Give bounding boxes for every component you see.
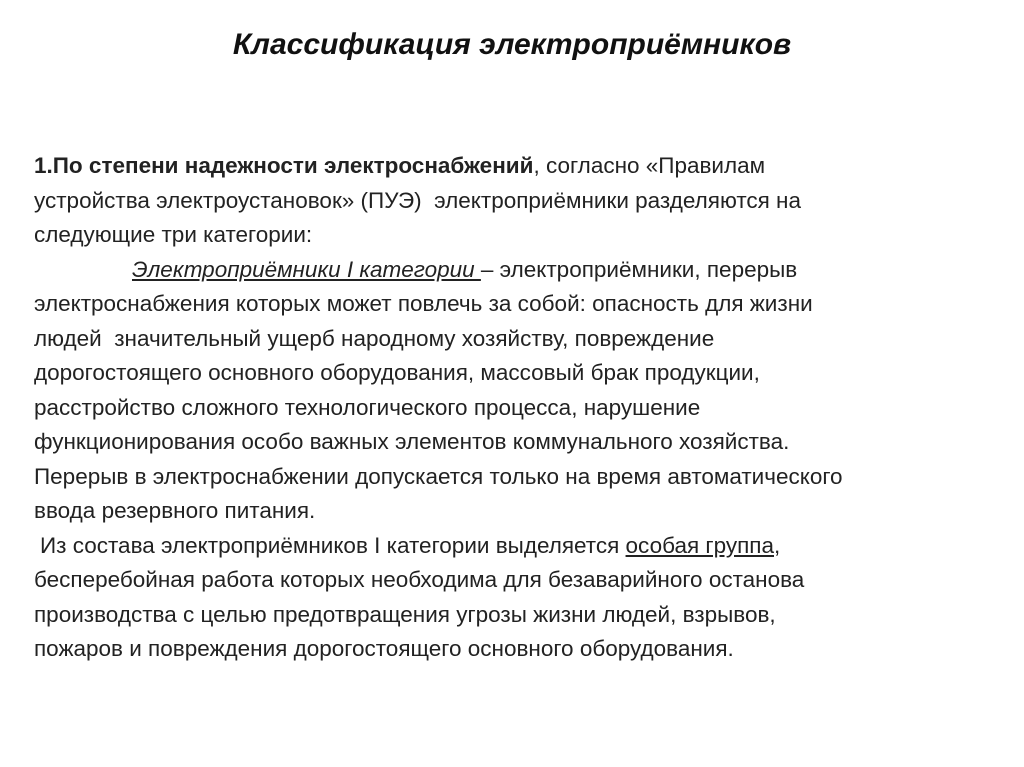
p2-line-3: людей значительный ущерб народному хозяйству, повреждение <box>34 325 715 351</box>
p3-line-2: бесперебойная работа которых необходима для безаварийного останова <box>34 567 805 592</box>
p1-line-1 <box>34 149 994 184</box>
p2-line-7: Перерыв в электроснабжении допускается только на время автоматического <box>34 463 843 489</box>
p3-line-4: пожаров и повреждения дорогостоящего основного оборудования. <box>34 636 734 661</box>
slide-body <box>34 149 994 667</box>
p1-bold-lead: 1.По степени надежности электроснабжений <box>34 153 534 178</box>
p1-line-1-rest: , согласно «Правилам <box>533 153 766 178</box>
p3-special-group: особая группа <box>625 532 774 558</box>
p2-term: Электроприёмники I категории <box>132 256 481 282</box>
p3-lead: Из состава электроприёмников I категории выделяется <box>40 532 626 558</box>
p3-line-1 <box>34 529 994 564</box>
p2-line-1-rest: – электроприёмники, перерыв <box>480 256 798 282</box>
p2-line-2: электроснабжения которых может повлечь за собой: опасность для жизни <box>34 291 813 316</box>
p3-line-1-rest: , <box>774 532 781 558</box>
slide-title: Классификация электроприёмников <box>232 28 792 61</box>
p2-line-6: функционирования особо важных элементов коммунального хозяйства. <box>34 429 790 454</box>
p2-line-5: расстройство сложного технологического процесса, нарушение <box>34 394 701 420</box>
p2-line-1 <box>34 253 994 288</box>
p2-line-4: дорогостоящего основного оборудования, массовый брак продукции, <box>34 360 760 385</box>
p1-line-2: устройства электроустановок» (ПУЭ) электроприёмники разделяются на <box>34 187 801 213</box>
p2-line-8: ввода резервного питания. <box>34 498 316 523</box>
p1-line-3: следующие три категории: <box>34 222 313 247</box>
p3-line-3: производства с целью предотвращения угрозы жизни людей, взрывов, <box>34 601 776 627</box>
